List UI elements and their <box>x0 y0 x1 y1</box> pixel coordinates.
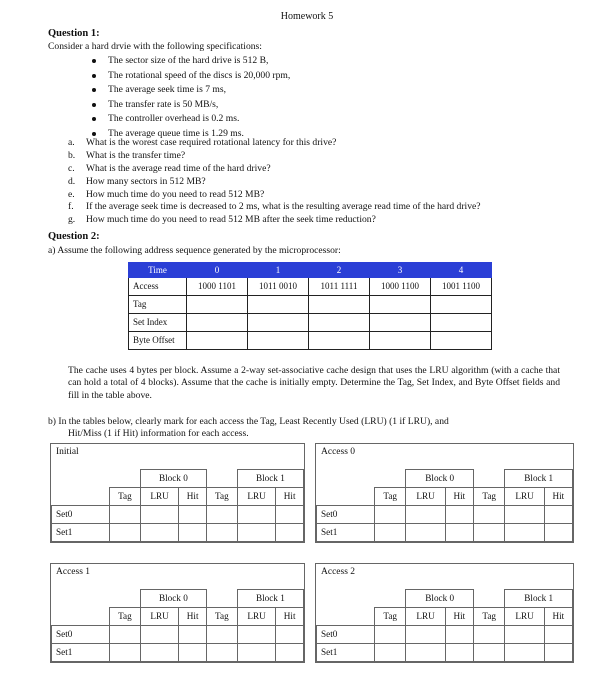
answer-cell[interactable] <box>505 644 544 662</box>
answer-cell[interactable] <box>206 524 237 542</box>
answer-cell[interactable] <box>140 506 179 524</box>
answer-cell[interactable] <box>248 296 309 314</box>
answer-cell[interactable] <box>187 332 248 350</box>
header-cell: 0 <box>187 263 248 278</box>
table-row: Set Index <box>129 314 492 332</box>
answer-cell[interactable] <box>237 506 276 524</box>
header-cell: 2 <box>309 263 370 278</box>
answer-cell[interactable] <box>375 524 406 542</box>
answer-cell[interactable] <box>237 626 276 644</box>
header-cell: 3 <box>370 263 431 278</box>
answer-cell[interactable] <box>406 506 445 524</box>
question-2a-text: a) Assume the following address sequence generated by the microprocessor: <box>48 245 341 256</box>
answer-cell[interactable] <box>140 524 179 542</box>
panel-title: Access 0 <box>321 447 356 457</box>
panel-title: Access 2 <box>321 567 356 577</box>
answer-cell[interactable] <box>110 626 141 644</box>
table-row: Byte Offset <box>129 332 492 350</box>
answer-cell[interactable] <box>406 524 445 542</box>
answer-cell[interactable] <box>445 524 473 542</box>
spec-item: The transfer rate is 50 MB/s, <box>92 99 290 114</box>
answer-cell[interactable] <box>445 506 473 524</box>
answer-cell[interactable] <box>187 314 248 332</box>
cache-panel-access-1 <box>50 563 305 663</box>
header-cell: 1 <box>248 263 309 278</box>
answer-cell[interactable] <box>248 314 309 332</box>
answer-cell[interactable] <box>544 524 572 542</box>
answer-cell[interactable] <box>375 626 406 644</box>
cache-table: Block 0 Block 1 Tag LRU Hit Tag LRU Hit Set0 Set1 <box>316 469 573 542</box>
answer-cell[interactable] <box>276 524 304 542</box>
answer-cell[interactable] <box>375 644 406 662</box>
header-cell: 4 <box>431 263 492 278</box>
table-row: Access 1000 1101 1011 0010 1011 1111 1000 1100 1001 1100 <box>129 278 492 296</box>
subquestion: e. How much time do you need to read 512 MB? <box>68 188 265 200</box>
answer-cell[interactable] <box>370 332 431 350</box>
answer-cell[interactable] <box>110 524 141 542</box>
answer-cell[interactable] <box>309 296 370 314</box>
answer-cell[interactable] <box>431 314 492 332</box>
answer-cell[interactable] <box>237 644 276 662</box>
question-1-heading: Question 1: <box>48 28 100 39</box>
spec-item: The average seek time is 7 ms, <box>92 84 290 99</box>
answer-cell[interactable] <box>237 524 276 542</box>
question-2b-text: b) In the tables below, clearly mark for each access the Tag, Least Recently Used (LRU) (1 if LRU), and <box>48 416 449 427</box>
answer-cell[interactable] <box>206 626 237 644</box>
answer-cell[interactable] <box>505 506 544 524</box>
answer-cell[interactable] <box>445 644 473 662</box>
cache-panel-access-0 <box>315 443 574 543</box>
answer-cell[interactable] <box>431 296 492 314</box>
answer-cell[interactable] <box>406 644 445 662</box>
answer-cell[interactable] <box>179 524 207 542</box>
answer-cell[interactable] <box>473 626 504 644</box>
answer-cell[interactable] <box>406 626 445 644</box>
answer-cell[interactable] <box>206 644 237 662</box>
subquestion: g. How much time do you need to read 512 MB after the seek time reduction? <box>68 214 376 226</box>
cache-table: Block 0 Block 1 Tag LRU Hit Tag LRU Hit Set0 Set1 <box>51 589 304 662</box>
subquestion: c. What is the average read time of the hard drive? <box>68 162 271 174</box>
spec-list <box>92 55 290 143</box>
answer-cell[interactable] <box>110 644 141 662</box>
spec-item: The rotational speed of the discs is 20,000 rpm, <box>92 70 290 85</box>
answer-cell[interactable] <box>276 626 304 644</box>
subquestion: a. What is the worest case required rotational latency for this drive? <box>68 137 337 148</box>
answer-cell[interactable] <box>179 644 207 662</box>
answer-cell[interactable] <box>505 524 544 542</box>
question-1-intro: Consider a hard drvie with the following specifications: <box>48 41 262 52</box>
subquestion: f. If the average seek time is decreased to 2 ms, what is the resulting average read time of the hard drive? <box>68 201 481 213</box>
answer-cell[interactable] <box>473 644 504 662</box>
answer-cell[interactable] <box>276 506 304 524</box>
cache-panel-access-2 <box>315 563 574 663</box>
spec-item: The average queue time is 1.29 ms. <box>92 128 290 143</box>
subquestion: b. What is the transfer time? <box>68 149 186 161</box>
answer-cell[interactable] <box>179 626 207 644</box>
address-table-header <box>129 263 492 278</box>
spec-item: The controller overhead is 0.2 ms. <box>92 113 290 128</box>
answer-cell[interactable] <box>309 314 370 332</box>
answer-cell[interactable] <box>544 644 572 662</box>
answer-cell[interactable] <box>544 506 572 524</box>
header-cell: Time <box>129 263 187 278</box>
cache-table: Block 0 Block 1 Tag LRU Hit Tag LRU Hit Set0 Set1 <box>316 589 573 662</box>
address-table <box>128 262 492 350</box>
answer-cell[interactable] <box>544 626 572 644</box>
question-2-heading: Question 2: <box>48 231 100 242</box>
cache-description: The cache uses 4 bytes per block. Assume a 2-way set-associative cache design that uses the LRU algorithm (with a cache that can hold a total of 4 blocks). Assume that the cache is initially empty. Determine the Tag, Set Index, and Byte Offset fields and fill in the table above. <box>68 365 560 401</box>
answer-cell[interactable] <box>187 296 248 314</box>
subquestion: d. How many sectors in 512 MB? <box>68 175 206 187</box>
answer-cell[interactable] <box>276 644 304 662</box>
panel-title: Access 1 <box>56 567 91 577</box>
panel-title: Initial <box>56 447 79 457</box>
answer-cell[interactable] <box>248 332 309 350</box>
question-1-subquestions <box>68 137 481 227</box>
page-title: Homework 5 <box>280 11 334 22</box>
answer-cell[interactable] <box>110 506 141 524</box>
answer-cell[interactable] <box>370 296 431 314</box>
answer-cell[interactable] <box>206 506 237 524</box>
answer-cell[interactable] <box>505 626 544 644</box>
question-2b-text-cont: Hit/Miss (1 if Hit) information for each access. <box>68 428 249 439</box>
spec-item: The sector size of the hard drive is 512 B, <box>92 55 290 70</box>
answer-cell[interactable] <box>370 314 431 332</box>
answer-cell[interactable] <box>309 332 370 350</box>
table-row: Tag <box>129 296 492 314</box>
answer-cell[interactable] <box>473 506 504 524</box>
cache-table: Block 0 Block 1 Tag LRU Hit Tag LRU Hit Set0 Set1 <box>51 469 304 542</box>
answer-cell[interactable] <box>140 626 179 644</box>
answer-cell[interactable] <box>140 644 179 662</box>
answer-cell[interactable] <box>179 506 207 524</box>
answer-cell[interactable] <box>431 332 492 350</box>
answer-cell[interactable] <box>445 626 473 644</box>
answer-cell[interactable] <box>473 524 504 542</box>
answer-cell[interactable] <box>375 506 406 524</box>
cache-panel-initial <box>50 443 305 543</box>
